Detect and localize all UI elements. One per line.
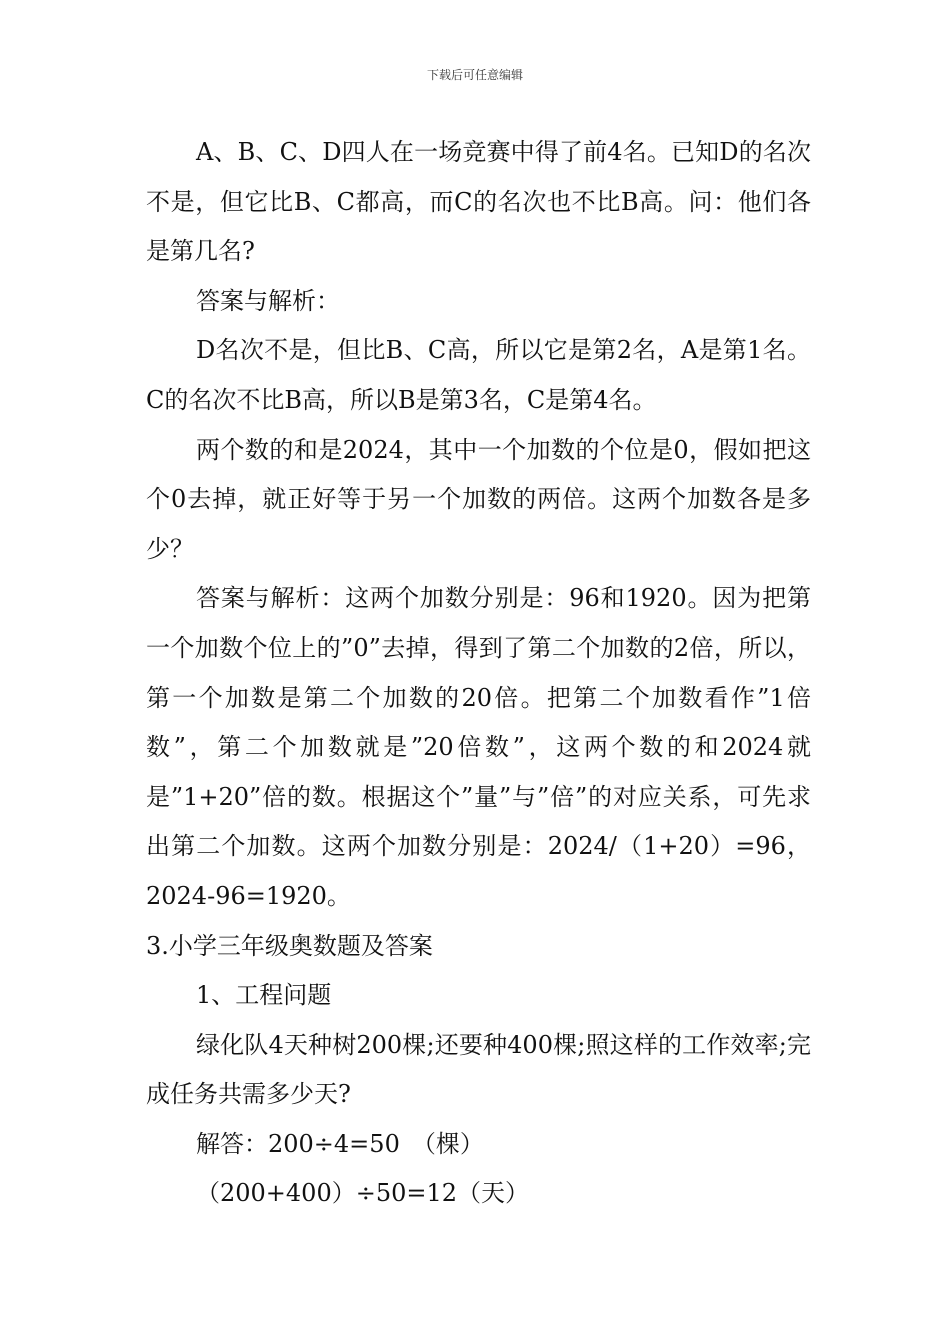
problem-paragraph: A、B、C、D四人在一场竞赛中得了前4名。已知D的名次不是，但它比B、C都高，而C的名次也不比B高。问：他们各是第几名? <box>146 138 811 266</box>
solution-line: 解答：200÷4=50 （棵） <box>196 1129 484 1158</box>
answer-heading: 答案与解析： <box>196 286 340 315</box>
section-heading: 3.小学三年级奥数题及答案 <box>146 931 433 960</box>
problem-paragraph: 绿化队4天种树200棵;还要种400棵;照这样的工作效率;完成任务共需多少天? <box>146 1030 811 1109</box>
document-body <box>146 128 811 1219</box>
subsection-heading: 1、工程问题 <box>196 981 332 1010</box>
answer-paragraph: D名次不是，但比B、C高，所以它是第2名，A是第1名。C的名次不比B高，所以B是第3名，C是第4名。 <box>146 336 811 414</box>
answer-paragraph: 答案与解析：这两个加数分别是：96和1920。因为把第一个加数个位上的”0”去掉，得到了第二个加数的2倍，所以，第一个加数是第二个加数的20倍。把第二个加数看作”1倍数”，第二个加数就是”20倍数”，这两个数的和2024就是”1+20”倍的数。根据这个”量”与”倍”的对应关系，可先求出第二个加数。这两个加数分别是：2024/（1+20）=96，2024-96=1920。 <box>146 584 811 910</box>
solution-line: （200+400）÷50=12（天） <box>196 1179 530 1208</box>
problem-paragraph: 两个数的和是2024，其中一个加数的个位是0，假如把这个0去掉，就正好等于另一个加数的两倍。这两个加数各是多少？ <box>146 435 811 563</box>
page-header: 下载后可任意编辑 <box>426 68 523 82</box>
